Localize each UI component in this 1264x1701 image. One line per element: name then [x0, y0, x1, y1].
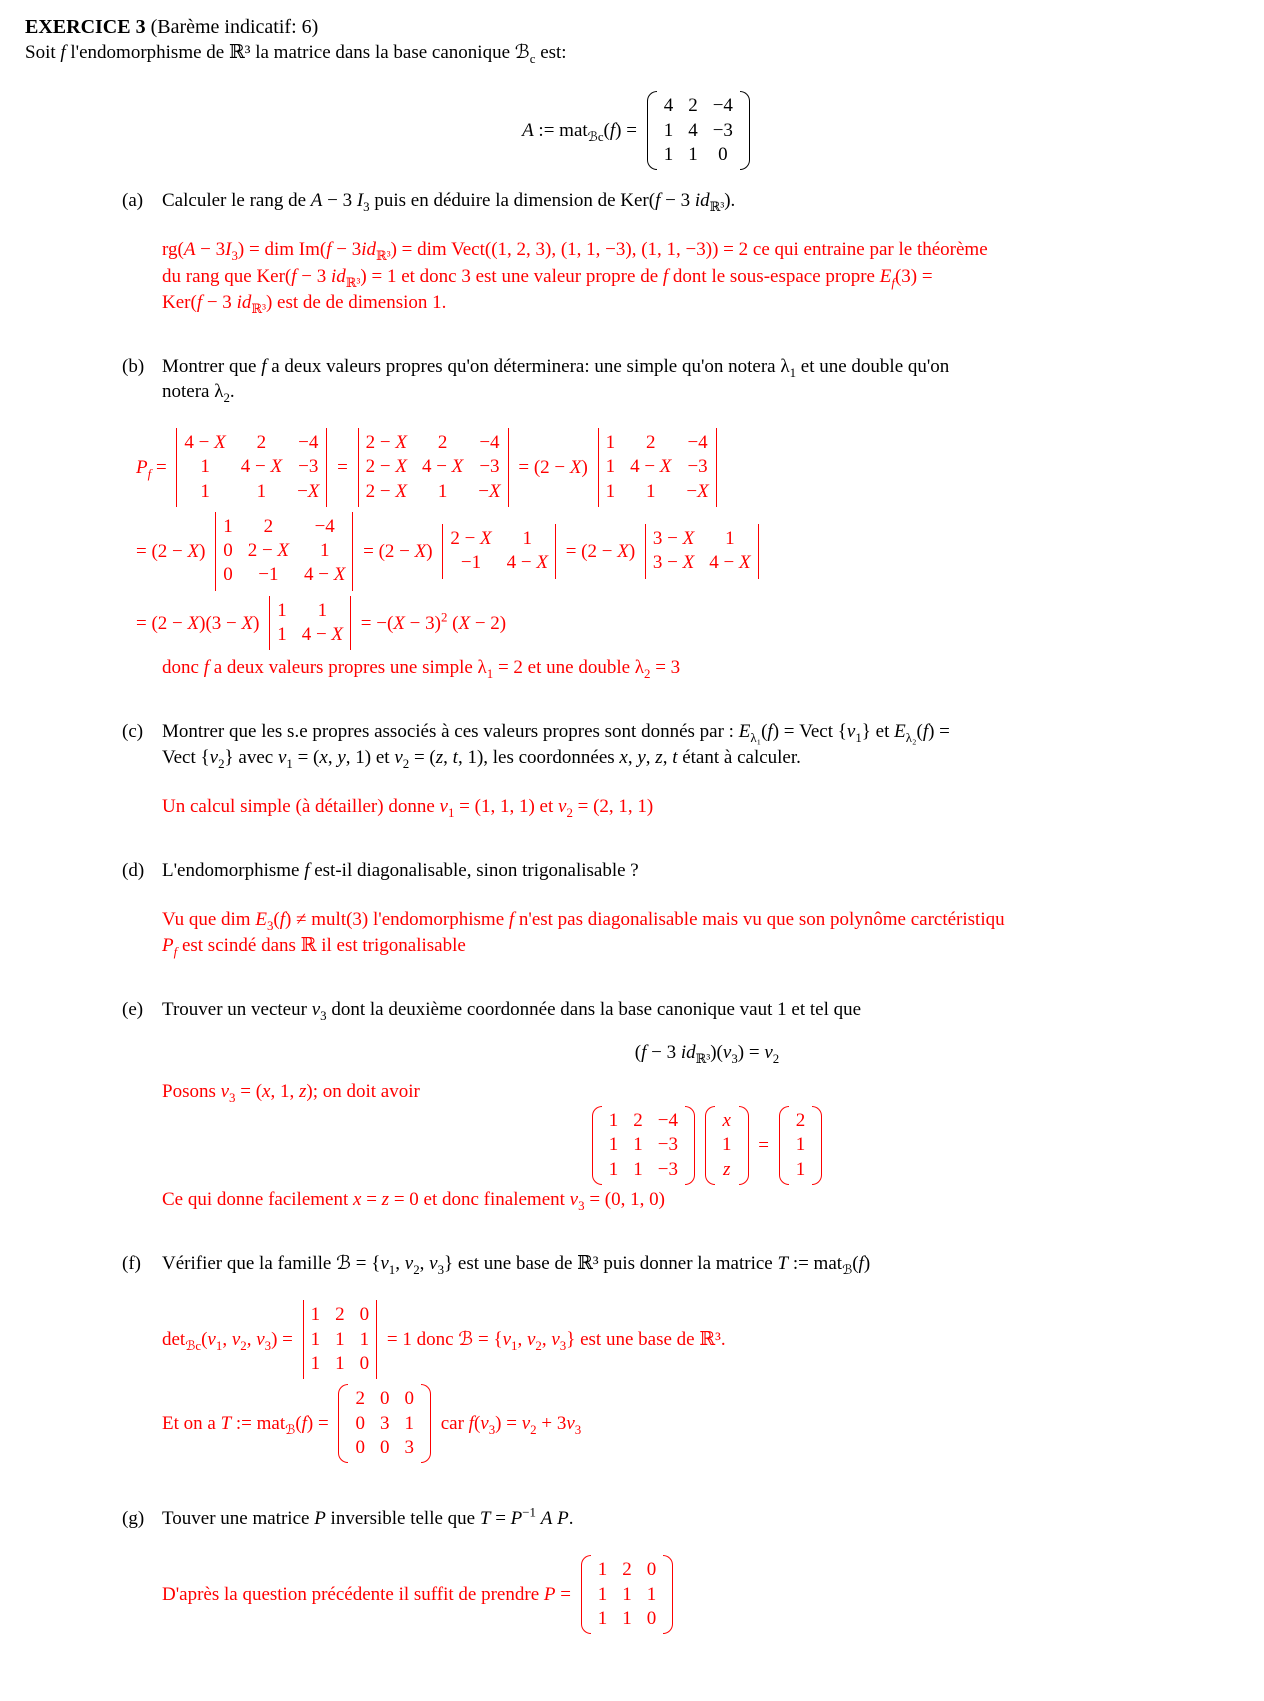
item-e-label: (e) — [122, 998, 144, 1020]
determinant-matrix — [645, 524, 759, 579]
matrix-cell: 4 — [688, 119, 698, 141]
item-a — [122, 188, 1252, 315]
matrix-cell: 2 — [437, 431, 448, 453]
matrix-cell: 2 − X — [247, 540, 290, 562]
matrix-cell: −X — [297, 480, 320, 502]
matrix-cell: 1 — [200, 480, 210, 502]
matrix-cell: −X — [478, 480, 501, 502]
matrix-cell: 1 — [608, 1134, 619, 1156]
exercise-subtitle: (Barème indicatif: 6) — [145, 16, 319, 38]
matrix-cell: −4 — [298, 431, 319, 453]
matrix-cell: 1 — [605, 480, 616, 502]
matrix-cell: −1 — [460, 552, 482, 574]
matrix-cell: 0 — [646, 1559, 657, 1581]
math-text: car $f(v_3) = v_2 + 3v_3$ — [435, 1413, 582, 1437]
item-g-question: Touver une matrice P inversible telle que $T = P^{-1}$ A P. — [162, 1504, 574, 1530]
right-bar-delimiter — [350, 596, 351, 651]
matrix-cell: −4 — [314, 515, 335, 537]
paren-matrix — [592, 1106, 695, 1185]
paren-matrix — [779, 1106, 823, 1185]
right-bar-delimiter — [508, 428, 509, 507]
matrix-cell: 0 — [359, 1352, 370, 1374]
math-text: = (2 − X) — [513, 456, 593, 478]
paren-matrix — [581, 1555, 674, 1634]
matrix-cell: 2 — [355, 1388, 365, 1410]
determinant-matrix — [303, 1300, 378, 1379]
matrix-cell: 2 — [256, 431, 267, 453]
matrix-grid — [602, 1106, 685, 1185]
item-c-question: Montrer que les s.e propres associés à ces valeurs propres sont donnés par : $E_{\lambda_1}(f)$ = Vect $\{v_1\}$ et $E_{\lambda_2}(f)$ = — [162, 721, 950, 746]
matrix-T-line — [162, 1384, 1252, 1463]
left-paren-delimiter — [592, 1106, 602, 1185]
matrix-grid — [646, 524, 758, 579]
matrix-cell: 1 — [277, 624, 287, 646]
matrix-cell: −3 — [479, 456, 500, 478]
item-g-label: (g) — [122, 1508, 145, 1530]
matrix-cell: 1 — [663, 144, 674, 166]
matrix-cell: −4 — [712, 95, 733, 117]
matrix-cell: x — [722, 1110, 731, 1132]
math-text: = — [332, 456, 353, 478]
matrix-cell: 2 — [622, 1559, 632, 1581]
matrix-cell: 0 — [359, 1304, 370, 1326]
matrix-cell: 1 — [522, 527, 533, 549]
item-e — [122, 997, 1252, 1213]
matrix-cell: 1 — [317, 599, 328, 621]
matrix-cell: 0 — [355, 1436, 365, 1458]
matrix-grid — [715, 1106, 739, 1185]
solution-line: Posons $v_3 = (x$, 1, z); on doit avoir — [162, 1081, 420, 1105]
char-poly-step-3 — [136, 596, 1252, 651]
item-f-solution — [162, 1300, 1252, 1463]
math-text: $\det_{ℬc}(v_1$, $v_2$, $v_3$) = — [162, 1329, 298, 1353]
matrix-cell: 1 — [725, 527, 735, 549]
math-text: = 1 donc ℬ = {$v_1$, $v_2$, $v_3$} est une base de ℝ³. — [382, 1329, 726, 1353]
matrix-cell: 1 — [605, 456, 616, 478]
item-d-label: (d) — [122, 859, 145, 881]
item-c-solution — [162, 794, 1252, 819]
item-e-question: Trouver un vecteur $v_3$ dont la deuxième coordonnée dans la base canonique vaut 1 et tel que — [162, 998, 862, 1023]
left-paren-delimiter — [647, 91, 657, 170]
matrix-cell: −3 — [657, 1158, 678, 1180]
item-b-question: Montrer que f a deux valeurs propres qu'on déterminera: une simple qu'on notera $\lambda_1$ et une double qu'on — [162, 355, 950, 380]
solution-line: du rang que Ker(f − 3 $id_{ℝ^3}) = 1$ et donc 3 est une valeur propre de f dont le sous-espace propre $E_f(3)$ = — [162, 265, 933, 290]
right-paren-delimiter — [663, 1555, 673, 1634]
math-text: = (2 − X) — [136, 540, 211, 562]
exercise-heading — [25, 14, 1252, 40]
matrix-cell: 1 — [605, 431, 616, 453]
matrix-cell: 0 — [223, 540, 233, 562]
math-text: = (2 − X) — [358, 540, 438, 562]
right-paren-delimiter — [685, 1106, 695, 1185]
matrix-cell: 4 — [663, 95, 674, 117]
matrix-cell: 1 — [633, 1134, 643, 1156]
matrix-cell: −4 — [687, 431, 708, 453]
solution-line: $P_f$ est scindé dans ℝ il est trigonalisable — [162, 934, 466, 959]
matrix-cell: 0 — [355, 1412, 365, 1434]
matrix-cell: 4 − X — [506, 552, 548, 574]
left-paren-delimiter — [581, 1555, 591, 1634]
matrix-cell: 1 — [597, 1583, 608, 1605]
matrix-grid — [216, 512, 352, 591]
matrix-grid — [599, 428, 716, 507]
math-text: = (2 − X)(3 − X) — [136, 612, 265, 634]
matrix-grid — [443, 524, 555, 579]
matrix-grid — [270, 596, 350, 651]
item-e-display-equation — [162, 1040, 1252, 1065]
paren-matrix — [338, 1384, 431, 1463]
matrix-cell: 1 — [404, 1412, 414, 1434]
matrix-cell: 2 — [263, 515, 274, 537]
matrix-cell: 1 — [335, 1352, 345, 1374]
matrix-cell: 0 — [404, 1388, 414, 1410]
matrix-cell: 4 − X — [709, 552, 751, 574]
matrix-cell: 2 − X — [365, 480, 407, 502]
left-paren-delimiter — [705, 1106, 715, 1185]
matrix-cell: 1 — [359, 1328, 370, 1350]
right-bar-delimiter — [555, 524, 556, 579]
item-a-label: (a) — [122, 190, 144, 212]
matrix-cell: 1 — [633, 1158, 643, 1180]
right-bar-delimiter — [716, 428, 717, 507]
matrix-cell: 1 — [688, 144, 698, 166]
matrix-cell: 1 — [646, 1583, 657, 1605]
math-text: = — [753, 1135, 774, 1157]
matrix-cell: −3 — [712, 119, 733, 141]
matrix-cell: 1 — [200, 456, 210, 478]
matrix-cell: 4 − X — [301, 624, 344, 646]
solution-line: Ker(f − 3 $id_{ℝ^3}$) est de de dimension 1. — [162, 291, 447, 316]
right-bar-delimiter — [352, 512, 353, 591]
matrix-cell: 3 — [404, 1436, 414, 1458]
determinant-matrix — [358, 428, 509, 507]
matrix-cell: −4 — [657, 1110, 678, 1132]
determinant-matrix — [215, 512, 353, 591]
item-g — [122, 1506, 1252, 1639]
solution-conclusion: donc f a deux valeurs propres une simple $\lambda_1 = 2$ et une double $\lambda_2 = 3$ — [162, 657, 681, 682]
item-d — [122, 858, 1252, 959]
item-f-question: Vérifier que la famille ℬ = {$v_1$, $v_2$, $v_3$} est une base de ℝ³ puis donner la matrice T := mat$_ℬ$(f) — [162, 1253, 871, 1277]
matrix-grid — [348, 1384, 421, 1463]
determinant-check-line — [162, 1300, 1252, 1379]
solution-line: $rg(A - 3I_3)$ = dim $Im(f - 3id_{ℝ^3})$ = dim Vect((1, 2, 3), (1, 1, −3), (1, 1, −3)) = 2 ce qui entraine par le théorème — [162, 239, 988, 264]
matrix-cell: 2 − X — [365, 456, 407, 478]
matrix-cell: 4 − X — [630, 456, 672, 478]
solution-line: Un calcul simple (à détailler) donne $v_1 = (1$, 1, 1) et $v_2 = (2$, 1, 1) — [162, 795, 654, 820]
item-d-question: L'endomorphisme f est-il diagonalisable, sinon trigonalisable ? — [162, 859, 639, 881]
matrix-cell: 1 — [437, 480, 448, 502]
matrix-cell: 2 — [633, 1110, 643, 1132]
matrix-cell: −3 — [657, 1134, 678, 1156]
matrix-cell: 0 — [646, 1607, 657, 1629]
matrix-grid — [304, 1300, 377, 1379]
matrix-cell: −3 — [687, 456, 708, 478]
item-b-question: notera $\lambda_2$. — [162, 380, 235, 405]
matrix-cell: 1 — [277, 599, 287, 621]
right-paren-delimiter — [812, 1106, 822, 1185]
char-poly-step-2 — [136, 512, 1252, 591]
left-paren-delimiter — [779, 1106, 789, 1185]
matrix-cell: 3 − X — [652, 527, 695, 549]
right-bar-delimiter — [758, 524, 759, 579]
solution-line: Vu que dim $E_3(f)$ ≠ mult(3) l'endomorphisme f n'est pas diagonalisable mais vu que son polynôme carctéristiqu — [162, 908, 1005, 933]
math-text: Et on a T := mat$_ℬ$(f) = — [162, 1413, 334, 1437]
matrix-cell: 1 — [795, 1158, 806, 1180]
item-b-label: (b) — [122, 355, 145, 377]
matrix-grid — [591, 1555, 664, 1634]
matrix-cell: 4 − X — [421, 456, 464, 478]
matrix-cell: 2 — [335, 1304, 345, 1326]
matrix-cell: 4 − X — [304, 564, 346, 586]
matrix-cell: −1 — [258, 564, 279, 586]
determinant-matrix — [442, 524, 556, 579]
matrix-cell: 4 − X — [240, 456, 283, 478]
right-paren-delimiter — [421, 1384, 431, 1463]
matrix-grid — [177, 428, 326, 507]
item-g-solution — [162, 1555, 1252, 1634]
matrix-grid — [359, 428, 508, 507]
linear-system-equation — [162, 1106, 1252, 1185]
math-text: (f − 3 $id_{ℝ^3})(v_3) = v_2$ — [634, 1042, 780, 1066]
matrix-cell: 0 — [223, 564, 233, 586]
matrix-P-line — [162, 1555, 1252, 1634]
item-c — [122, 719, 1252, 819]
matrix-cell: 2 — [688, 95, 698, 117]
right-bar-delimiter — [376, 1300, 377, 1379]
right-paren-delimiter — [740, 91, 750, 170]
matrix-cell: 1 — [722, 1134, 732, 1156]
item-b — [122, 354, 1252, 682]
matrix-cell: 1 — [608, 1158, 619, 1180]
matrix-grid — [657, 91, 740, 170]
left-paren-delimiter — [338, 1384, 348, 1463]
matrix-cell: 1 — [597, 1559, 608, 1581]
matrix-A-equation — [25, 91, 1252, 170]
determinant-matrix — [598, 428, 717, 507]
determinant-matrix — [269, 596, 351, 651]
matrix-cell: 2 — [645, 431, 656, 453]
matrix-cell: −X — [686, 480, 709, 502]
matrix-grid — [789, 1106, 813, 1185]
math-text: D'après la question précédente il suffit de prendre P = — [162, 1584, 576, 1606]
item-c-label: (c) — [122, 721, 144, 743]
matrix-cell: 1 — [335, 1328, 345, 1350]
matrix-cell: 1 — [645, 480, 656, 502]
matrix-cell: −4 — [479, 431, 500, 453]
matrix-cell: −3 — [298, 456, 319, 478]
math-text: = $-(X - 3)^2$ (X − 2) — [356, 609, 507, 634]
char-poly-step-1 — [136, 428, 1252, 507]
matrix-cell: 1 — [622, 1607, 632, 1629]
matrix-cell: 2 − X — [450, 527, 492, 549]
intro-text: Soit f l'endomorphisme de ℝ³ la matrice dans la base canonique ℬ$_c$ est: — [25, 42, 567, 67]
matrix-cell: 1 — [795, 1134, 806, 1156]
math-text: A := mat$_{ℬc}$(f) = — [522, 120, 642, 145]
matrix-cell: 1 — [256, 480, 267, 502]
item-a-solution — [162, 237, 1252, 314]
matrix-cell: 0 — [379, 1388, 390, 1410]
determinant-matrix — [176, 428, 327, 507]
right-paren-delimiter — [739, 1106, 749, 1185]
matrix-cell: 1 — [597, 1607, 608, 1629]
matrix-cell: 1 — [223, 515, 233, 537]
paren-matrix — [647, 91, 750, 170]
item-c-question: Vect $\{v_2\}$ avec $v_1 = (x$, y, 1) et $v_2 = (z$, t, 1), les coordonnées x, y, z, t étant à calculer. — [162, 746, 801, 771]
matrix-cell: 4 − X — [184, 431, 226, 453]
matrix-cell: 1 — [608, 1110, 619, 1132]
item-a-question: Calculer le rang de A − 3 $I_3$ puis en déduire la dimension de Ker(f − 3 $id_{ℝ^3}$). — [162, 190, 736, 215]
paren-matrix — [705, 1106, 749, 1185]
matrix-cell: 1 — [310, 1328, 321, 1350]
matrix-cell: 2 − X — [365, 431, 407, 453]
matrix-cell: 2 — [795, 1110, 806, 1132]
matrix-cell: 3 − X — [652, 552, 695, 574]
item-f-label: (f) — [122, 1253, 141, 1275]
matrix-cell: 3 — [379, 1412, 390, 1434]
right-bar-delimiter — [326, 428, 327, 507]
matrix-cell: z — [723, 1158, 731, 1180]
math-text: = (2 − X) — [560, 540, 640, 562]
matrix-cell: 1 — [310, 1352, 321, 1374]
solution-line: Ce qui donne facilement x = z = 0 et donc finalement $v_3 = (0$, 1, 0) — [162, 1189, 665, 1213]
matrix-cell: 1 — [622, 1583, 632, 1605]
matrix-cell: 0 — [379, 1436, 390, 1458]
matrix-cell: 1 — [310, 1304, 321, 1326]
matrix-cell: 0 — [718, 144, 728, 166]
matrix-cell: 1 — [319, 540, 330, 562]
matrix-cell: 1 — [663, 119, 674, 141]
item-d-solution — [162, 907, 1252, 958]
item-f — [122, 1251, 1252, 1468]
math-text: $P_f$ = — [136, 456, 172, 481]
exercise-title: EXERCICE 3 — [25, 16, 146, 38]
item-b-solution — [136, 428, 1252, 681]
